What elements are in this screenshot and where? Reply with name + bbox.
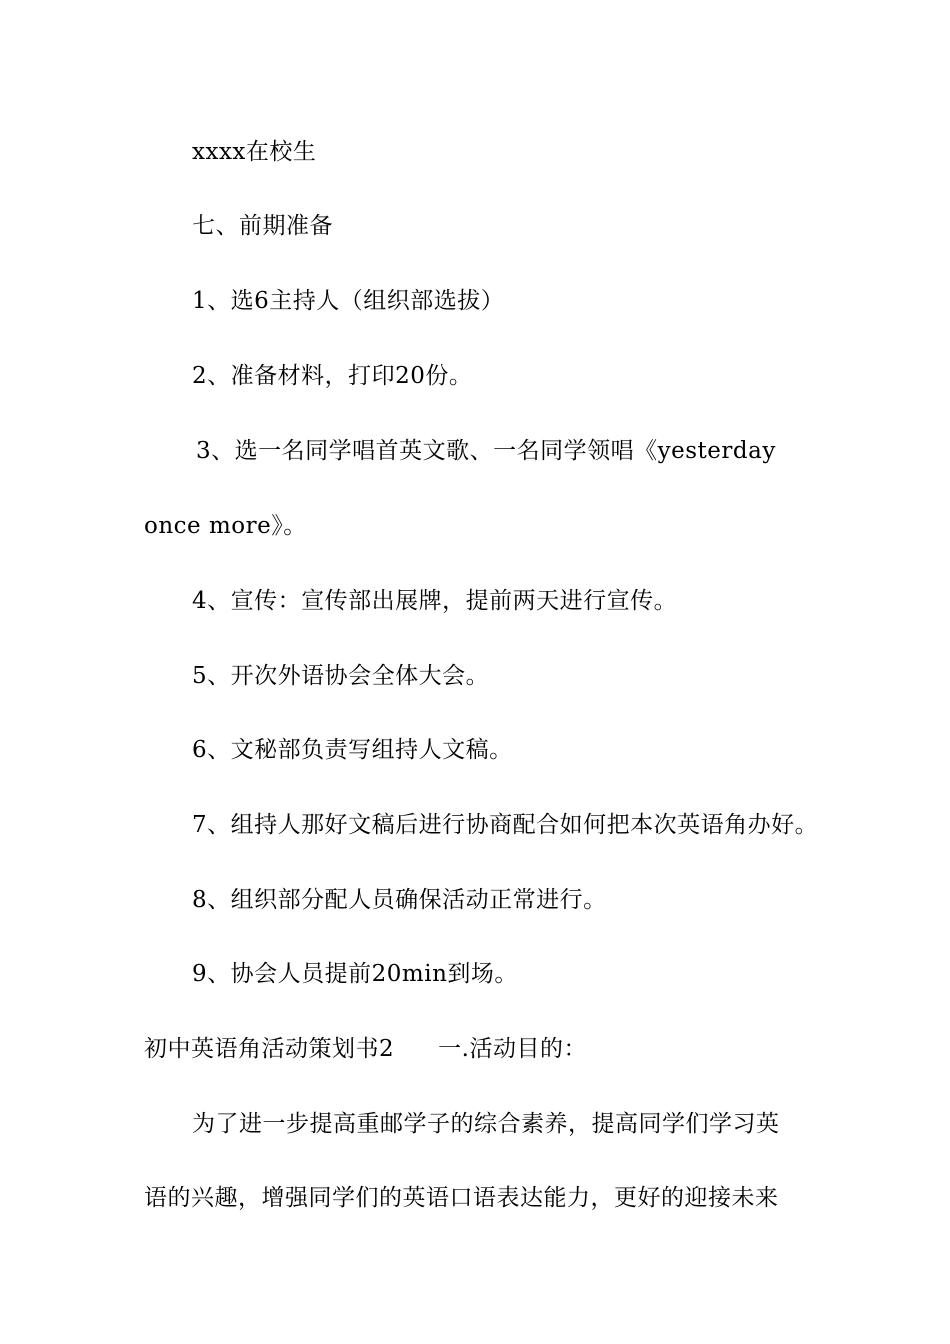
list-item-4: 4、宣传：宣传部出展牌，提前两天进行宣传。 bbox=[192, 588, 678, 614]
section-heading-preparation: 七、前期准备 bbox=[192, 213, 333, 239]
list-item-1: 1、选6主持人（组织部选拔） bbox=[192, 288, 505, 314]
list-item-3: 3、选一名同学唱首英文歌、一名同学领唱《yesterday bbox=[196, 438, 776, 464]
document-section-subtitle: 一.活动目的： bbox=[438, 1036, 587, 1062]
list-item-6: 6、文秘部负责写组持人文稿。 bbox=[192, 737, 513, 763]
list-item-3-continued: once more》。 bbox=[144, 513, 307, 539]
list-item-2: 2、准备材料，打印20份。 bbox=[192, 363, 473, 389]
text-line-students: xxxx在校生 bbox=[192, 139, 317, 165]
list-item-9: 9、协会人员提前20min到场。 bbox=[192, 961, 518, 987]
list-item-5: 5、开次外语协会全体大会。 bbox=[192, 663, 490, 689]
section-heading-row bbox=[144, 1034, 587, 1064]
document-section-title: 初中英语角活动策划书2 bbox=[144, 1036, 395, 1062]
list-item-8: 8、组织部分配人员确保活动正常进行。 bbox=[192, 887, 607, 913]
paragraph-line-2: 语的兴趣，增强同学们的英语口语表达能力，更好的迎接未来 bbox=[144, 1185, 779, 1211]
paragraph-line-1: 为了进一步提高重邮学子的综合素养，提高同学们学习英 bbox=[192, 1111, 780, 1137]
list-item-7: 7、组持人那好文稿后进行协商配合如何把本次英语角办好。 bbox=[192, 812, 819, 838]
